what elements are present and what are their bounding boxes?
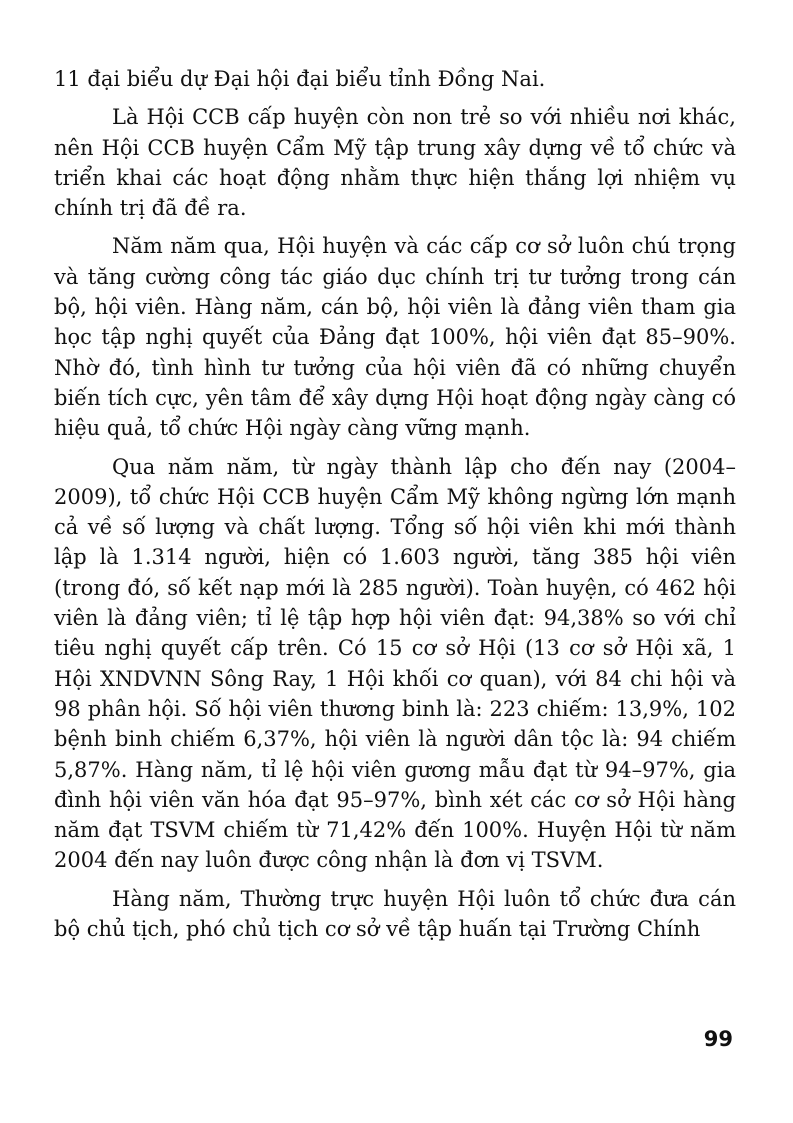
paragraph-political-education: Năm năm qua, Hội huyện và các cấp cơ sở luôn chú trọng và tăng cường công tác giáo dục chính trị tư tưởng trong cán bộ, hội viên. Hàng năm, cán bộ, hội viên là đảng viên tham gia học tập nghị quyết của Đảng đạt 100%, hội viên đạt 85–90%. Nhờ đó, tình hình tư tưởng của hội viên đã có những chuyển biến tích cực, yên tâm để xây dựng Hội hoạt động ngày càng có hiệu quả, tổ chức Hội ngày càng vững mạnh. <box>54 234 736 441</box>
paragraph-training: Hàng năm, Thường trực huyện Hội luôn tổ chức đưa cán bộ chủ tịch, phó chủ tịch cơ sở về tập huấn tại Trường Chính <box>54 886 736 942</box>
paragraph-ccb-organization: Là Hội CCB cấp huyện còn non trẻ so với nhiều nơi khác, nên Hội CCB huyện Cẩm Mỹ tập trung xây dựng về tổ chức và triển khai các hoạt động nhằm thực hiện thắng lợi nhiệm vụ chính trị đã đề ra. <box>54 105 736 221</box>
page-body <box>54 64 736 944</box>
paragraph-membership-statistics: Qua năm năm, từ ngày thành lập cho đến nay (2004–2009), tổ chức Hội CCB huyện Cẩm Mỹ không ngừng lớn mạnh cả về số lượng và chất lượng. Tổng số hội viên khi mới thành lập là 1.314 người, hiện có 1.603 người, tăng 385 hội viên (trong đó, số kết nạp mới là 285 người). Toàn huyện, có 462 hội viên là đảng viên; tỉ lệ tập hợp hội viên đạt: 94,38% so với chỉ tiêu nghị quyết cấp trên. Có 15 cơ sở Hội (13 cơ sở Hội xã, 1 Hội XNDVNN Sông Ray, 1 Hội khối cơ quan), với 84 chi hội và 98 phân hội. Số hội viên thương binh là: 223 chiếm: 13,9%, 102 bệnh binh chiếm 6,37%, hội viên là người dân tộc là: 94 chiếm 5,87%. Hàng năm, tỉ lệ hội viên gương mẫu đạt từ 94–97%, gia đình hội viên văn hóa đạt 95–97%, bình xét các cơ sở Hội hàng năm đạt TSVM chiếm từ 71,42% đến 100%. Huyện Hội từ năm 2004 đến nay luôn được công nhận là đơn vị TSVM. <box>54 454 736 873</box>
paragraph-continuation: 11 đại biểu dự Đại hội đại biểu tỉnh Đồng Nai. <box>54 67 546 91</box>
page-number: 99 <box>703 1027 733 1051</box>
